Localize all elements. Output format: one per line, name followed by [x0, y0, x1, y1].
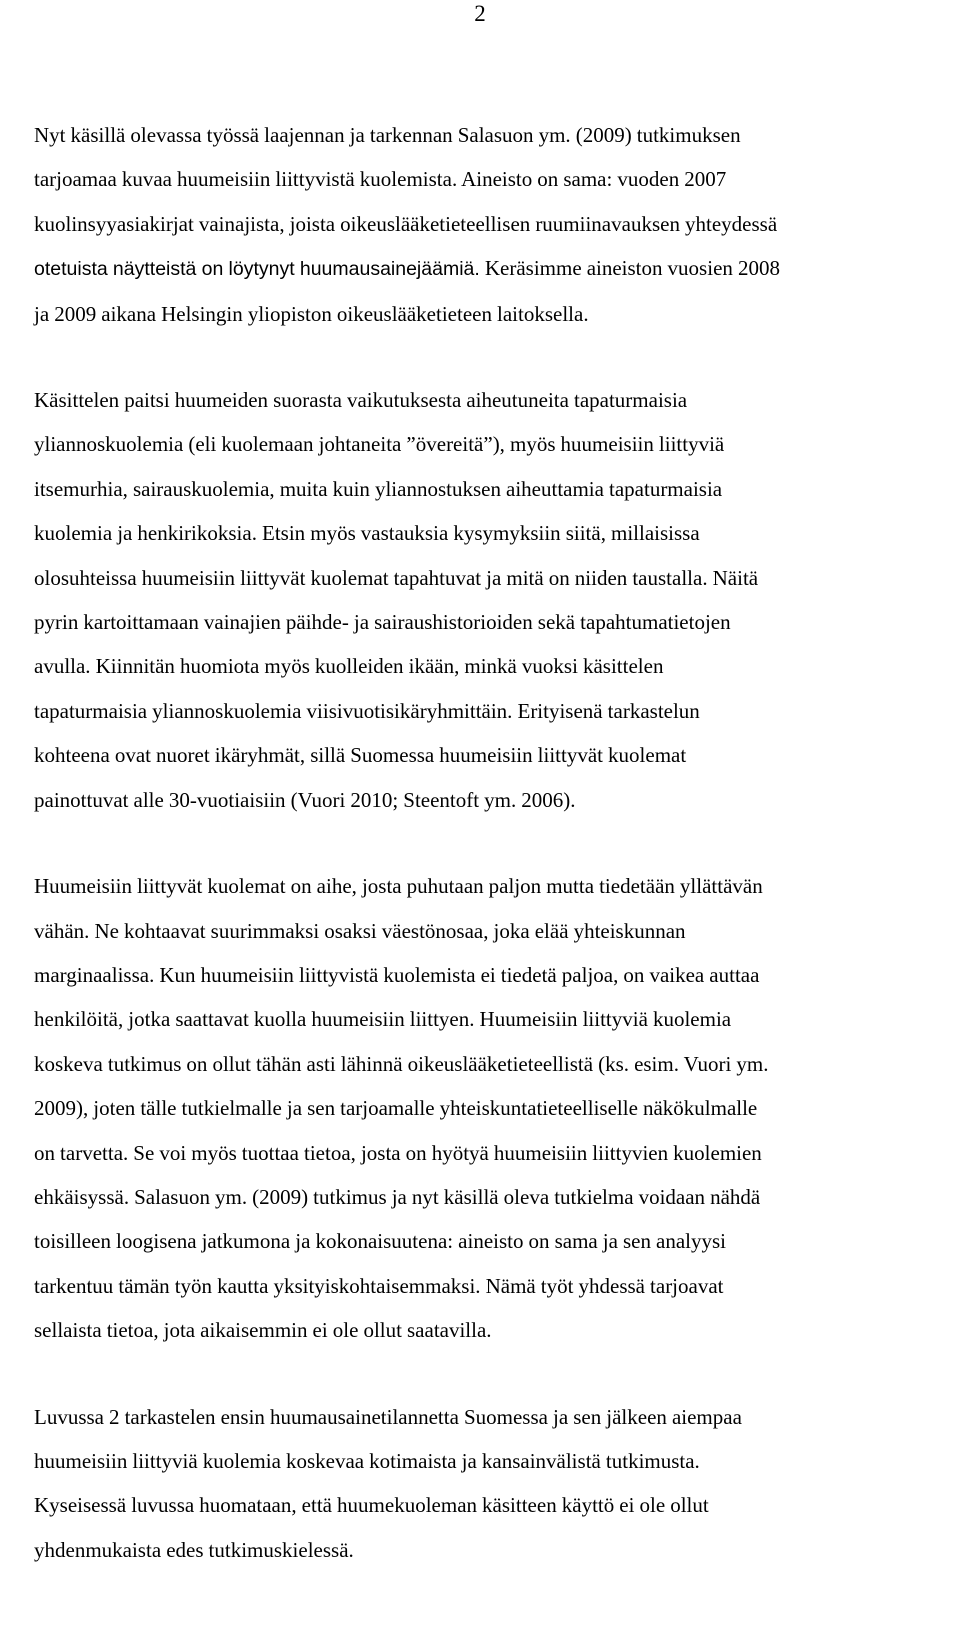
- paragraph-2: [34, 378, 924, 822]
- text-line: Luvussa 2 tarkastelen ensin huumausainetilannetta Suomessa ja sen jälkeen aiempaa: [34, 1404, 742, 1429]
- text-line: toisilleen loogisena jatkumona ja kokonaisuutena: aineisto on sama ja sen analyysi: [34, 1229, 727, 1254]
- text-line: yliannoskuolemia (eli kuolemaan johtaneita ”övereitä”), myös huumeisiin liittyviä: [34, 432, 725, 457]
- text-line: Käsittelen paitsi huumeiden suorasta vaikutuksesta aiheutuneita tapaturmaisia: [34, 388, 688, 413]
- text-line: kuolinsyyasiakirjat vainajista, joista oikeuslääketieteellisen ruumiinavauksen yhteydessä: [34, 211, 778, 236]
- text-line: huumeisiin liittyviä kuolemia koskevaa kotimaista ja kansainvälistä tutkimusta.: [34, 1448, 700, 1473]
- text-line: pyrin kartoittamaan vainajien päihde- ja sairaushistorioiden sekä tapahtumatietojen: [34, 610, 731, 635]
- text-line: vähän. Ne kohtaavat suurimmaksi osaksi väestönosaa, joka elää yhteiskunnan: [34, 918, 686, 943]
- text-line: ehkäisyssä. Salasuon ym. (2009) tutkimus ja nyt käsillä oleva tutkielma voidaan nähdä: [34, 1184, 761, 1209]
- text-line: on tarvetta. Se voi myös tuottaa tietoa, josta on hyötyä huumeisiin liittyvien kuolemien: [34, 1140, 762, 1165]
- paragraph-1: [34, 113, 924, 336]
- text-line: olosuhteissa huumeisiin liittyvät kuolemat tapahtuvat ja mitä on niiden taustalla. Näitä: [34, 565, 759, 590]
- text-span-serif: Keräsimme aineiston vuosien 2008: [479, 256, 780, 281]
- text-line: tarjoamaa kuvaa huumeisiin liittyvistä kuolemista. Aineisto on sama: vuoden 2007: [34, 167, 727, 192]
- text-line: Kyseisessä luvussa huomataan, että huumekuoleman käsitteen käyttö ei ole ollut: [34, 1493, 709, 1518]
- text-line: marginaalissa. Kun huumeisiin liittyvistä kuolemista ei tiedetä paljoa, on vaikea auttaa: [34, 962, 760, 987]
- text-line: henkilöitä, jotka saattavat kuolla huumeisiin liittyen. Huumeisiin liittyviä kuolemia: [34, 1007, 732, 1032]
- paragraph-4: [34, 1395, 924, 1573]
- text-span-sans: otetuista näytteistä on löytynyt huumausainejäämiä.: [34, 258, 480, 281]
- text-line: 2009), joten tälle tutkielmalle ja sen tarjoamalle yhteiskuntatieteelliselle näkökulmalle: [34, 1096, 758, 1121]
- body-text: [34, 113, 924, 1572]
- text-line: koskeva tutkimus on ollut tähän asti lähinnä oikeuslääketieteellistä (ks. esim. Vuori ym.: [34, 1051, 769, 1076]
- paragraph-3: [34, 864, 924, 1352]
- page-number: 2: [474, 1, 486, 26]
- text-line: kohteena ovat nuoret ikäryhmät, sillä Suomessa huumeisiin liittyvät kuolemat: [34, 743, 687, 768]
- text-line: yhdenmukaista edes tutkimuskielessä.: [34, 1537, 354, 1562]
- text-line-mixed: [34, 246, 924, 291]
- text-line: Huumeisiin liittyvät kuolemat on aihe, josta puhutaan paljon mutta tiedetään yllättävän: [34, 874, 763, 899]
- text-line: Nyt käsillä olevassa työssä laajennan ja tarkennan Salasuon ym. (2009) tutkimuksen: [34, 123, 741, 147]
- text-line: sellaista tietoa, jota aikaisemmin ei ole ollut saatavilla.: [34, 1318, 492, 1343]
- text-line: tapaturmaisia yliannoskuolemia viisivuotisikäryhmittäin. Erityisenä tarkastelun: [34, 698, 700, 723]
- text-line: painottuvat alle 30-vuotiaisiin (Vuori 2010; Steentoft ym. 2006).: [34, 787, 576, 812]
- text-line: kuolemia ja henkirikoksia. Etsin myös vastauksia kysymyksiin siitä, millaisissa: [34, 521, 700, 546]
- text-line: ja 2009 aikana Helsingin yliopiston oikeuslääketieteen laitoksella.: [34, 301, 589, 326]
- text-line: tarkentuu tämän työn kautta yksityiskohtaisemmaksi. Nämä työt yhdessä tarjoavat: [34, 1273, 724, 1298]
- text-line: avulla. Kiinnitän huomiota myös kuolleiden ikään, minkä vuoksi käsittelen: [34, 654, 664, 679]
- text-line: itsemurhia, sairauskuolemia, muita kuin yliannostuksen aiheuttamia tapaturmaisia: [34, 476, 723, 501]
